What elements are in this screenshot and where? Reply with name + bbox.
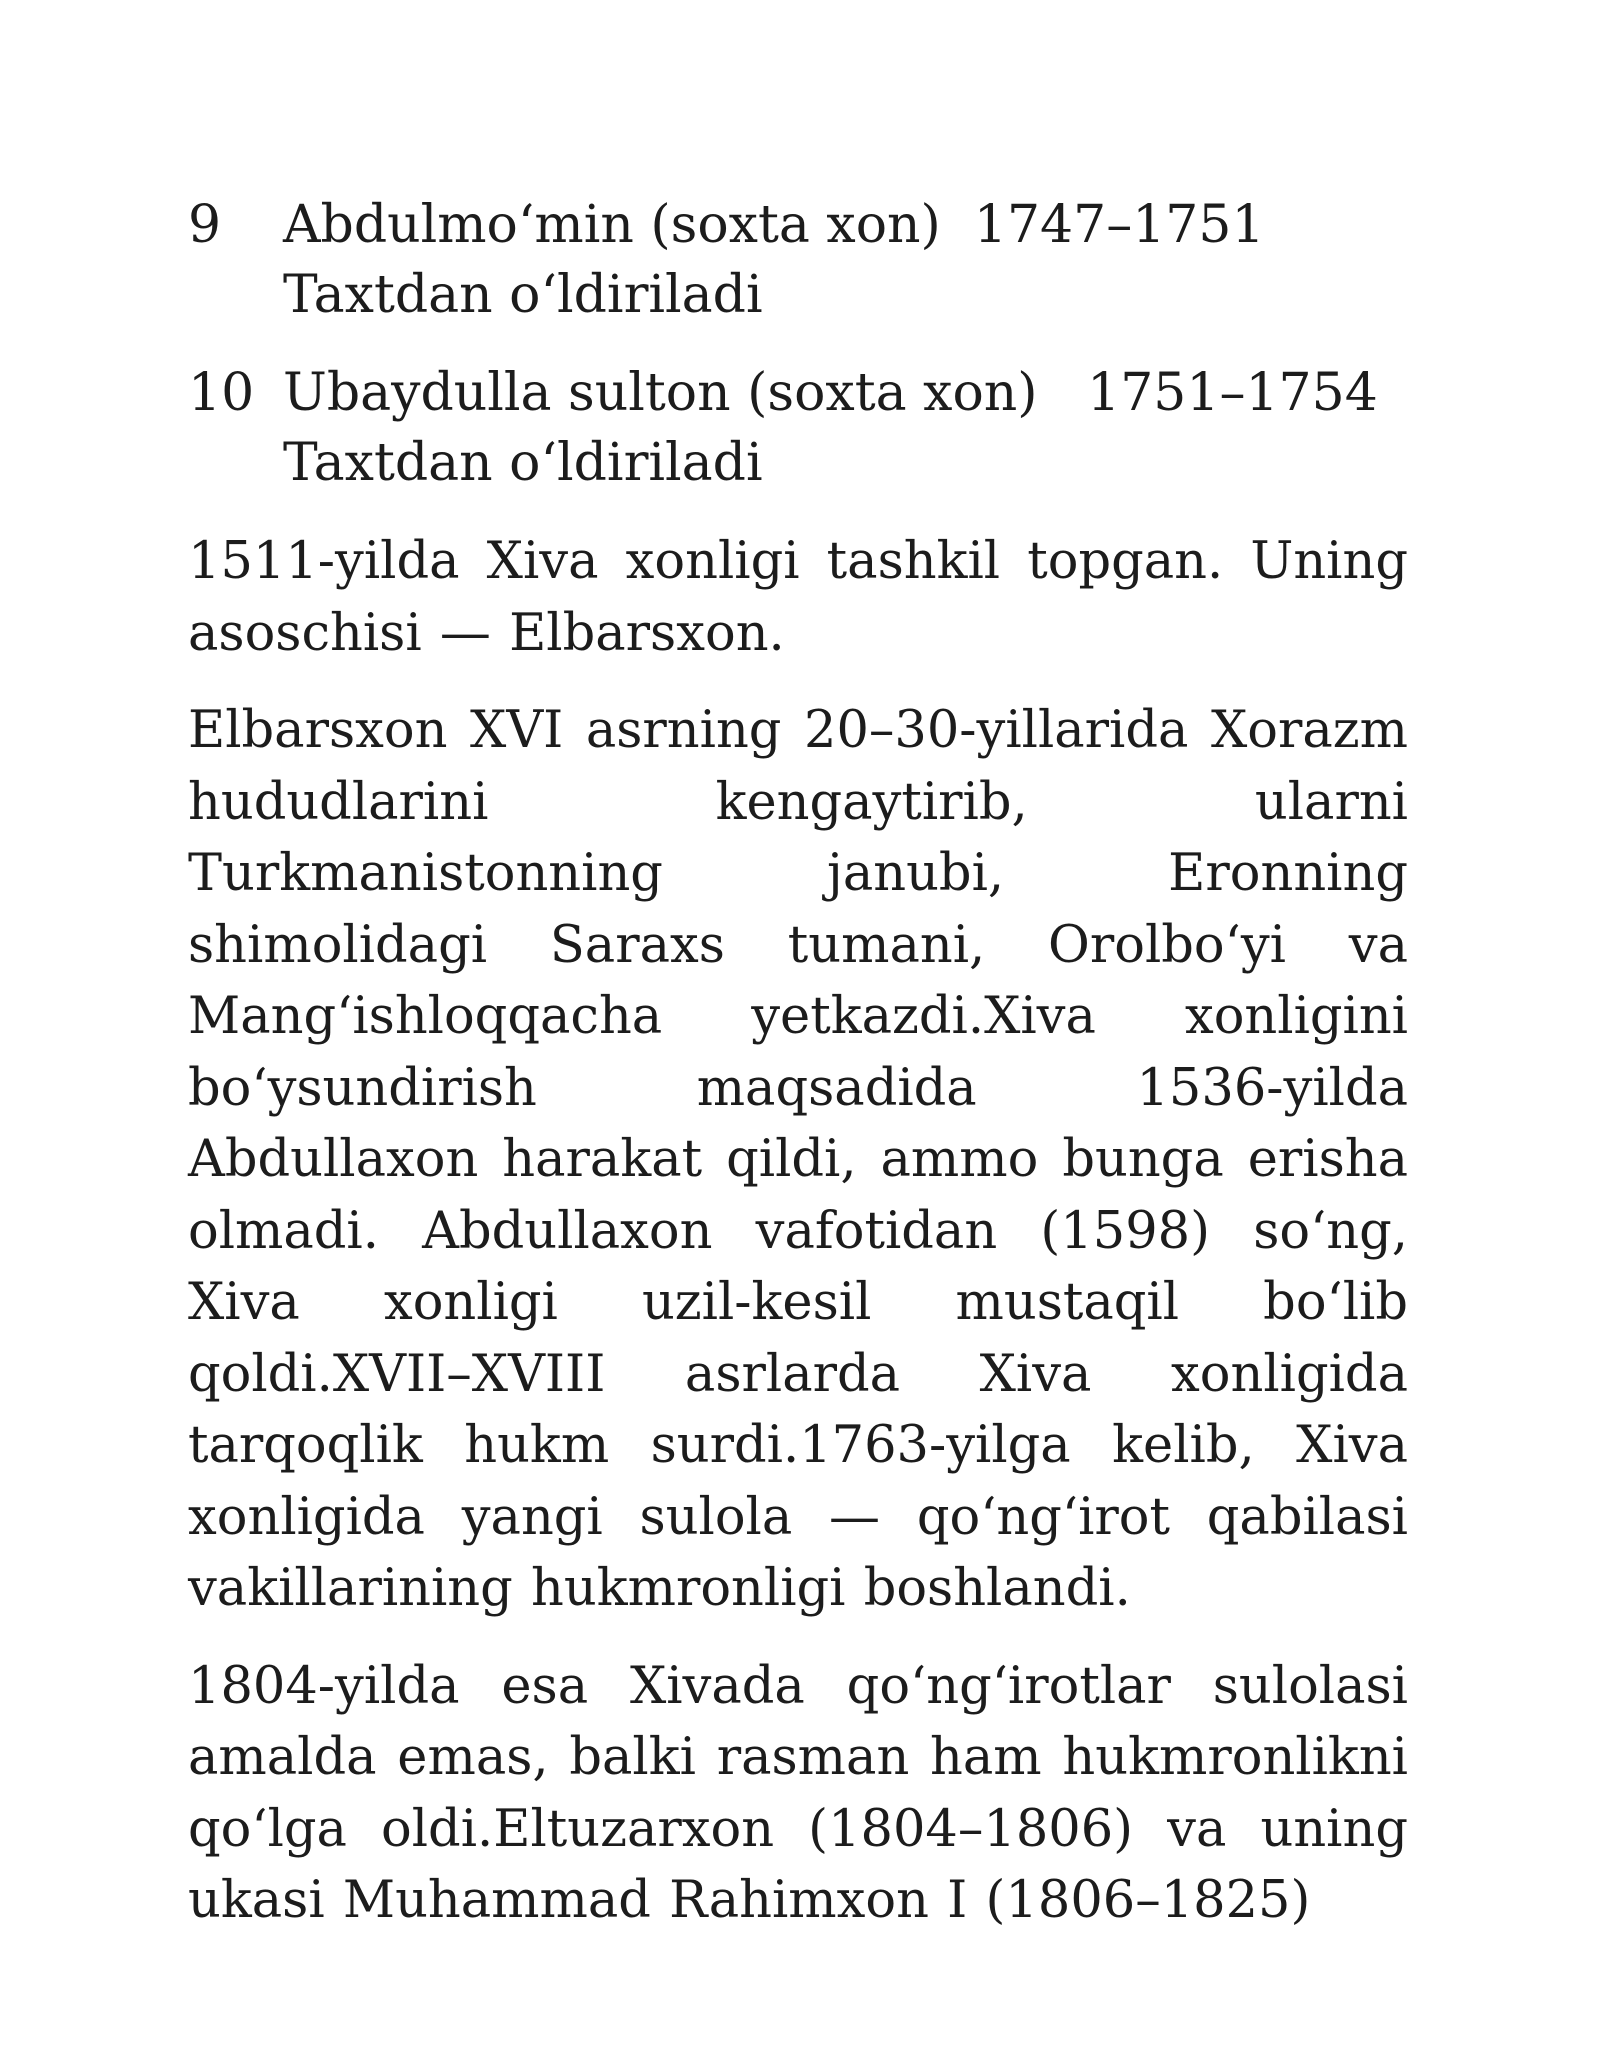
paragraph: 1804-yilda esa Xivada qo‘ng‘irotlar sulolasi amalda emas, balki rasman ham hukmronlikni qo‘lga oldi.Eltuzarxon (1804–1806) va uning ukasi Muhammad Rahimxon I (1806–1825) [188,1656,1408,1930]
entry-fate: Taxtdan o‘ldiriladi [283,433,763,493]
entry-number: 10 [188,363,255,423]
entry-years: 1751–1754 [1087,363,1378,423]
paragraph: 1511-yilda Xiva xonligi tashkil topgan. Uning asoschisi — Elbarsxon. [188,532,1408,663]
entry-title-line [283,358,1408,428]
entry-name: Ubaydulla sulton (soxta xon) [283,363,1038,423]
document-page [188,190,1408,1963]
entry-number: 9 [188,195,222,255]
entry-body [283,190,1408,330]
entry-years: 1747–1751 [973,195,1265,255]
entry-name: Abdulmo‘min (soxta xon) [283,195,941,255]
ruler-entry [188,190,1408,330]
entry-body [283,358,1408,498]
entry-title-line [283,190,1408,260]
paragraph: Elbarsxon XVI asrning 20–30-yillarida Xorazm hududlarini kengaytirib, ularni Turkmanistonning janubi, Eronning shimolidagi Saraxs tumani, Orolbo‘yi va Mang‘ishloqqacha yetkazdi.Xiva xonligini bo‘ysundirish maqsadida 1536-yilda Abdullaxon harakat qildi, ammo bunga erisha olmadi. Abdullaxon vafotidan (1598) so‘ng, Xiva xonligi uzil-kesil mustaqil bo‘lib qoldi.XVII–XVIII asrlarda Xiva xonligida tarqoqlik hukm surdi.1763-yilga kelib, Xiva xonligida yangi sulola — qo‘ng‘irot qabilasi vakillarining hukmronligi boshlandi. [188,701,1408,1618]
ruler-entry [188,358,1408,498]
entry-fate: Taxtdan o‘ldiriladi [283,265,763,325]
